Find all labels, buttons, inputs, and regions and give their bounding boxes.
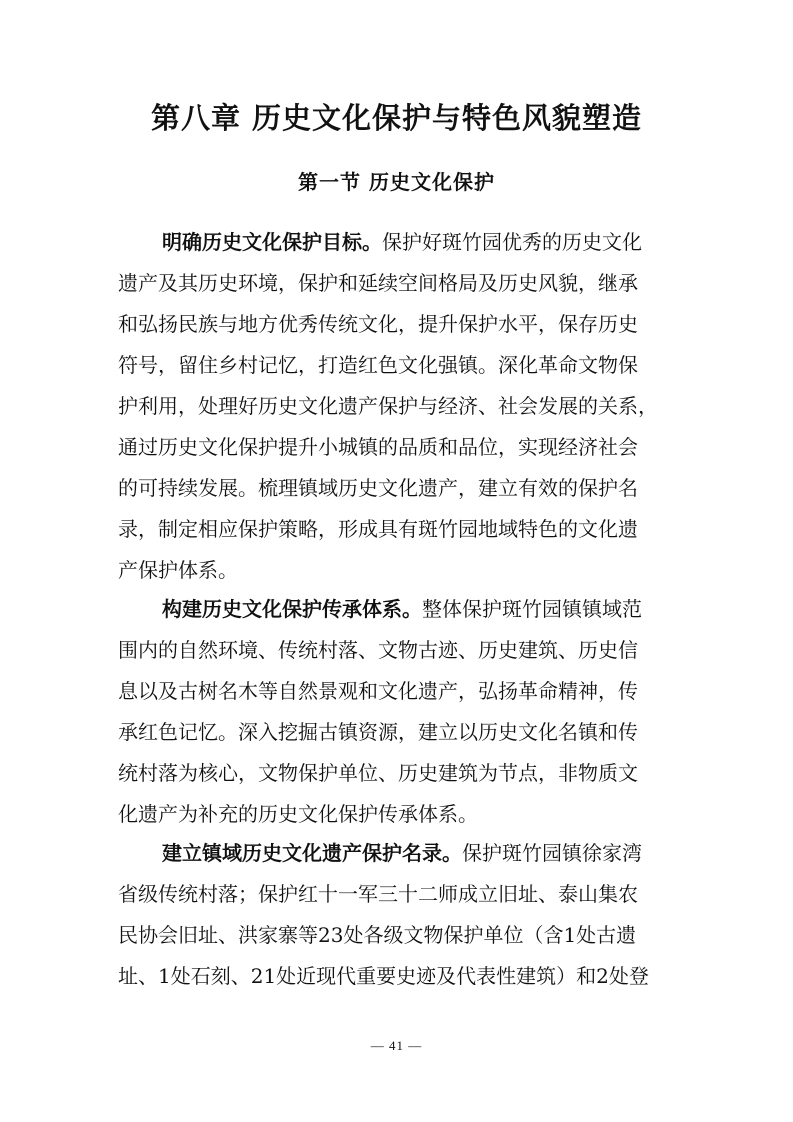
- paragraph-line: 围内的自然环境、传统村落、文物古迹、历史建筑、历史信: [118, 638, 638, 662]
- paragraph-lead: 构建历史文化保护传承体系。: [162, 597, 422, 621]
- paragraph-line: 统村落为核心，文物保护单位、历史建筑为节点，非物质文: [118, 761, 638, 785]
- paragraph-line: [118, 589, 678, 630]
- paragraph-line: 录，制定相应保护策略，形成具有斑竹园地域特色的文化遗: [118, 517, 638, 541]
- paragraph-heritage-list: [118, 833, 678, 997]
- page-number: — 41 —: [370, 1038, 423, 1053]
- paragraph-protection-goals: [118, 222, 678, 591]
- paragraph-text: 保护好斑竹园优秀的历史文化: [382, 230, 642, 254]
- paragraph-line: [118, 222, 678, 263]
- chapter-title: 第八章 历史文化保护与特色风貌塑造: [150, 101, 643, 135]
- paragraph-line: 和弘扬民族与地方优秀传统文化，提升保护水平，保存历史: [118, 312, 638, 336]
- paragraph-line: 的可持续发展。梳理镇域历史文化遗产，建立有效的保护名: [118, 476, 638, 500]
- paragraph-line: 符号，留住乡村记忆，打造红色文化强镇。深化革命文物保: [118, 353, 638, 377]
- paragraph-line: 省级传统村落；保护红十一军三十二师成立旧址、泰山集农: [118, 882, 638, 906]
- paragraph-text: 保护斑竹园镇徐家湾: [462, 841, 642, 865]
- section-title: 第一节 历史文化保护: [298, 170, 495, 194]
- paragraph-text: 整体保护斑竹园镇镇域范: [422, 597, 642, 621]
- paragraph-line: 遗产及其历史环境，保护和延续空间格局及历史风貌，继承: [118, 271, 638, 295]
- paragraph-line: 息以及古树名木等自然景观和文化遗产，弘扬革命精神，传: [118, 679, 638, 703]
- paragraph-line: 通过历史文化保护提升小城镇的品质和品位，实现经济社会: [118, 435, 638, 459]
- paragraph-inheritance-system: [118, 589, 678, 835]
- paragraph-line: 址、1处石刻、21处近现代重要史迹及代表性建筑）和2处登: [118, 964, 649, 988]
- paragraph-lead: 建立镇域历史文化遗产保护名录。: [162, 841, 462, 865]
- paragraph-line: 承红色记忆。深入挖掘古镇资源，建立以历史文化名镇和传: [118, 720, 638, 744]
- paragraph-line: 产保护体系。: [118, 558, 238, 582]
- paragraph-line: 民协会旧址、洪家寨等23处各级文物保护单位（含1处古遗: [118, 923, 637, 947]
- paragraph-line: 化遗产为补充的历史文化保护传承体系。: [118, 802, 478, 826]
- paragraph-lead: 明确历史文化保护目标。: [162, 230, 382, 254]
- paragraph-line: [118, 833, 678, 874]
- paragraph-line: 护利用，处理好历史文化遗产保护与经济、社会发展的关系，: [118, 394, 658, 418]
